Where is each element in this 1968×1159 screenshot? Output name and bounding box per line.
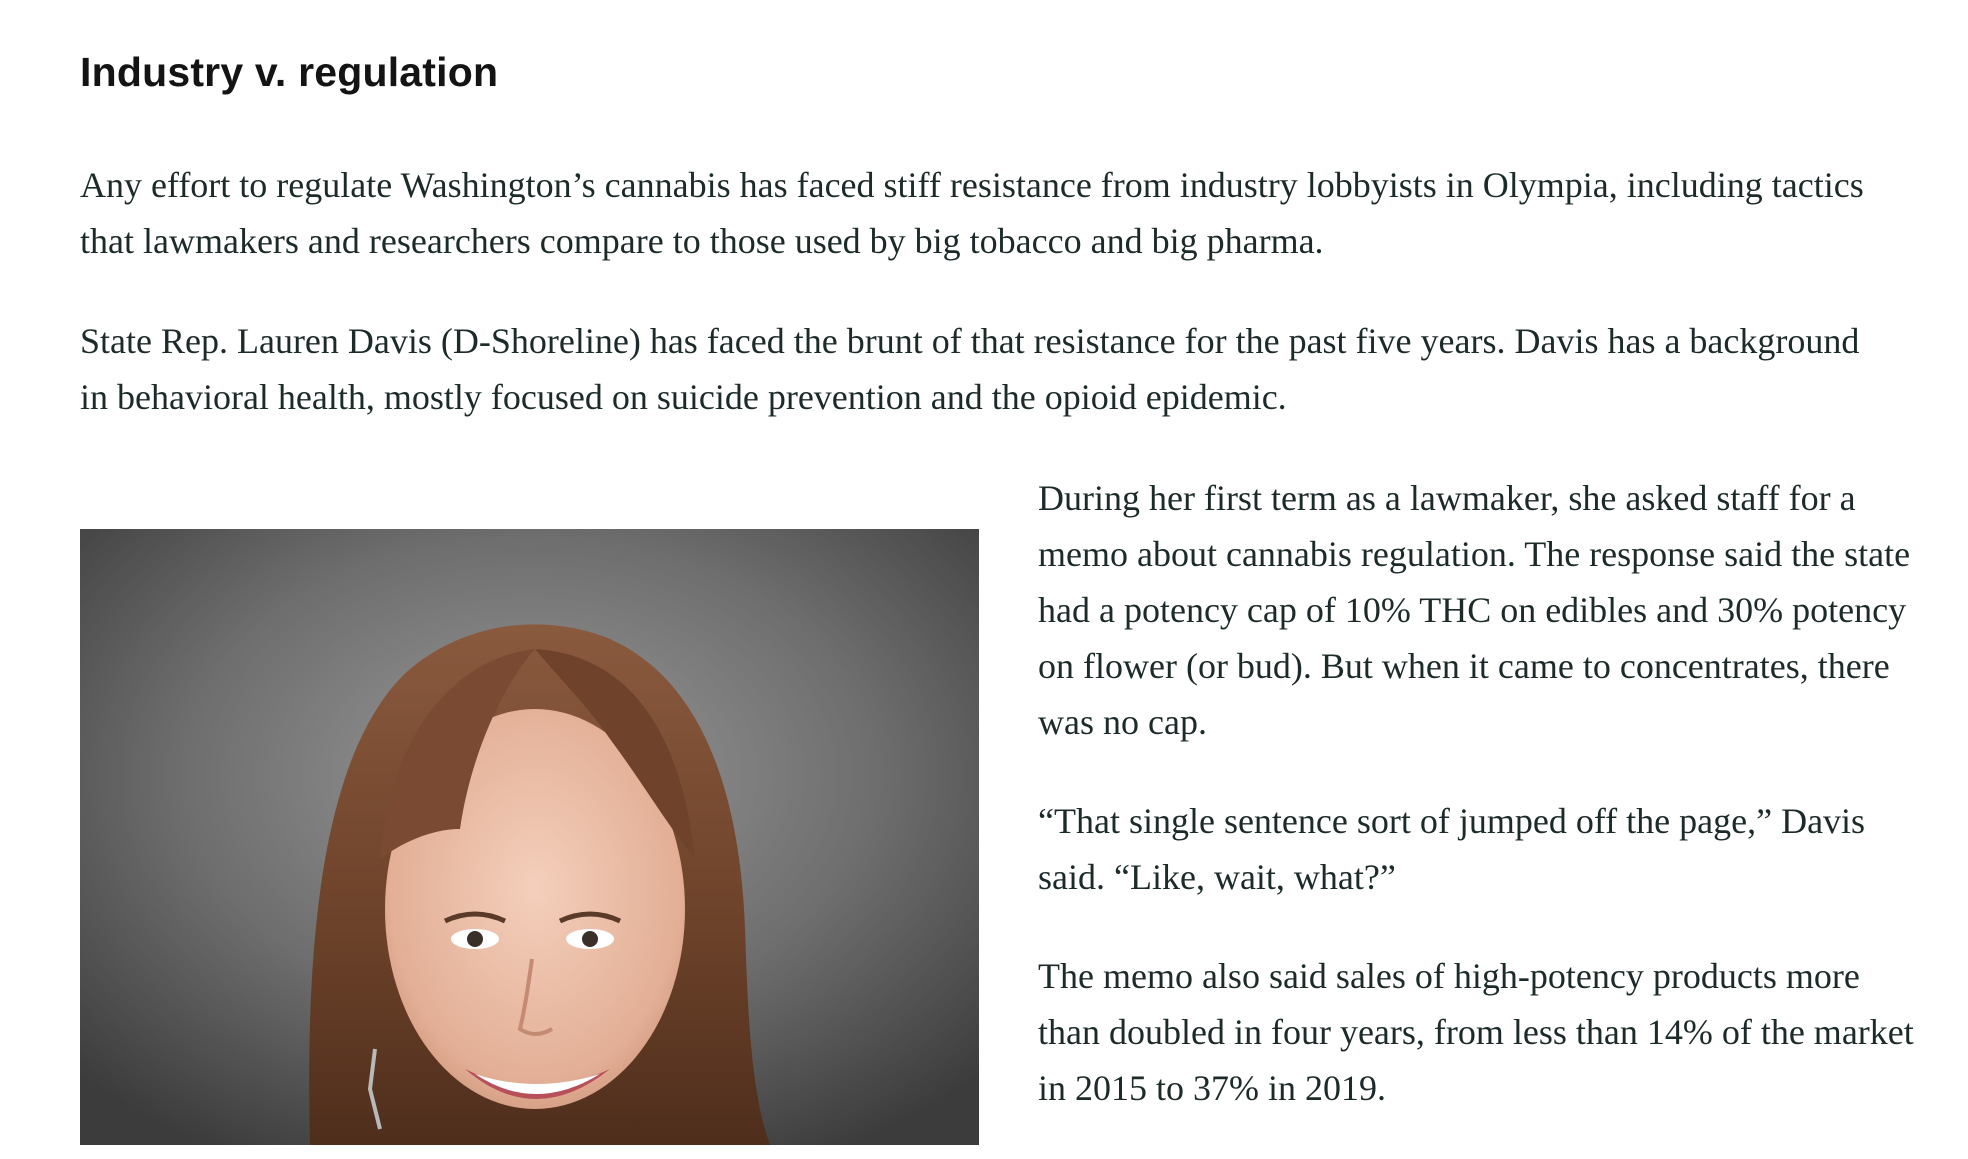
paragraph: Any effort to regulate Washington’s cannabis has faced stiff resistance from industry lobbyists in Olympia, including tactics that lawmakers and researchers compare to those used by big tobacco and big pharma. [80,165,1864,261]
paragraph: During her first term as a lawmaker, she asked staff for a memo about cannabis regulation. The response said the state had a potency cap of 10% THC on edibles and 30% potency on flower (or bud). But when it came to concentrates, there was no cap. [1038,478,1911,742]
paragraph: The memo also said sales of high-potency products more than doubled in four years, from less than 14% of the market in 2015 to 37% in 2019. [1038,956,1914,1108]
side-column [1038,470,1918,1159]
paragraph: “That single sentence sort of jumped off the page,” Davis said. “Like, wait, what?” [1038,801,1866,897]
section-heading: Industry v. regulation [80,49,499,95]
portrait-photo [80,529,979,1145]
paragraph: State Rep. Lauren Davis (D-Shoreline) has faced the brunt of that resistance for the past five years. Davis has a background in behavioral health, mostly focused on suicide prevention and the opioid epidemic. [80,321,1860,417]
